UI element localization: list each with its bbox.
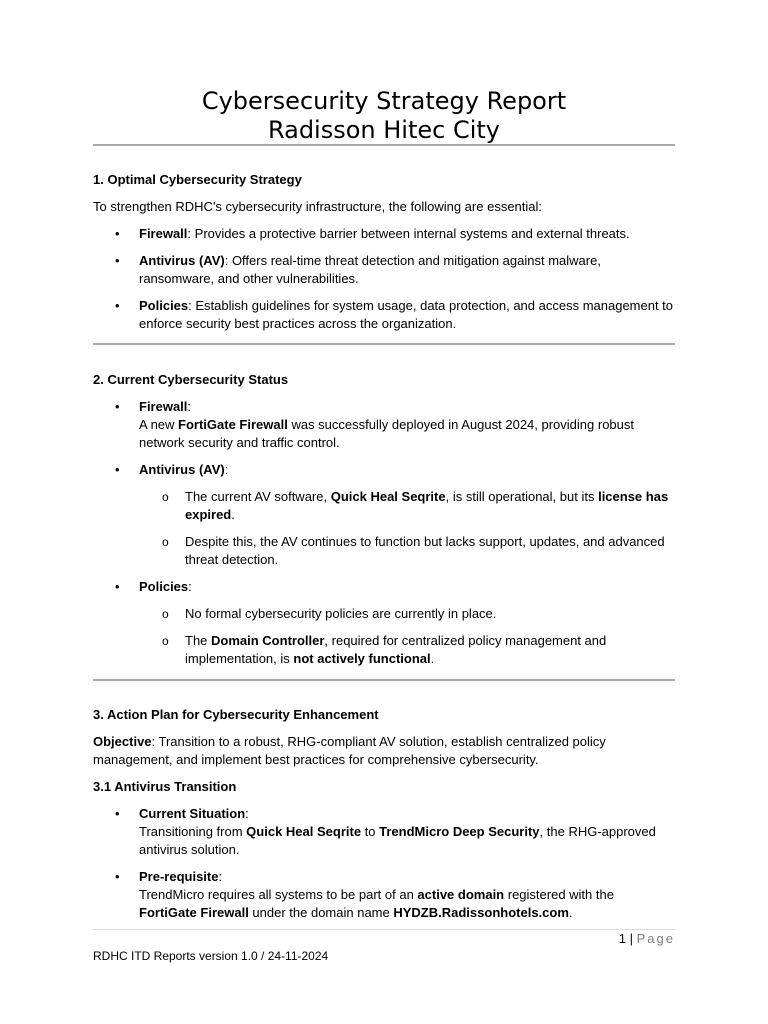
item-label: Policies <box>139 579 189 594</box>
list-item-firewall <box>93 398 675 452</box>
page-number <box>619 931 675 947</box>
bold-text: not actively functional <box>293 651 431 666</box>
strategy-list <box>93 225 675 333</box>
bold-text: Quick Heal Seqrite <box>246 824 362 839</box>
colon: : <box>187 399 192 414</box>
text: , the RHG-approved antivirus solution. <box>139 824 656 857</box>
item-text: : Offers real-time threat detection and mitigation against malware, ransomware, and other vulnerabilities. <box>139 253 601 286</box>
list-item-current-situation <box>93 805 675 859</box>
section-heading: 3. Action Plan for Cybersecurity Enhancement <box>93 707 379 722</box>
item-label: Pre-requisite <box>139 869 219 884</box>
colon: : <box>224 462 229 477</box>
title-line-1: Cybersecurity Strategy Report <box>201 87 567 115</box>
item-label: Firewall <box>139 399 188 414</box>
title-line-2: Radisson Hitec City <box>267 116 501 144</box>
section-current-status <box>93 371 675 677</box>
bold-text: FortiGate Firewall <box>139 905 249 920</box>
bold-text: HYDZB.Radissonhotels.com <box>393 905 569 920</box>
page-label: Page <box>636 931 675 946</box>
list-item-policies <box>93 578 675 668</box>
list-item-antivirus <box>93 252 675 288</box>
objective-label: Objective <box>93 734 152 749</box>
list-item-antivirus <box>93 461 675 569</box>
page-number-value: 1 <box>618 931 627 946</box>
sub-item-license <box>139 488 675 524</box>
item-label: Current Situation <box>139 806 246 821</box>
item-text: : Provides a protective barrier between internal systems and external threats. <box>187 226 630 241</box>
page-separator: | <box>626 931 637 946</box>
text: . <box>568 905 573 920</box>
sub-item-no-policies <box>139 605 675 623</box>
text: , is still operational, but its <box>445 489 599 504</box>
section-action-plan <box>93 706 675 931</box>
sub-item-support <box>139 533 675 569</box>
objective-paragraph <box>93 733 675 769</box>
section-divider <box>93 679 675 681</box>
section-heading: 1. Optimal Cybersecurity Strategy <box>93 172 302 187</box>
document-page <box>93 0 675 1024</box>
text: was successfully deployed in August 2024, providing robust network security and traffic control. <box>139 417 634 450</box>
bold-text: Domain Controller <box>211 633 325 648</box>
title-divider <box>93 144 675 146</box>
item-label: Antivirus (AV) <box>139 253 225 268</box>
section-heading: 2. Current Cybersecurity Status <box>93 372 289 387</box>
text: Despite this, the AV continues to function but lacks support, updates, and advanced threat detection. <box>185 534 665 567</box>
item-label: Policies <box>139 298 189 313</box>
sub-item-domain-controller <box>139 632 675 668</box>
item-text <box>139 416 675 452</box>
objective-text: : Transition to a robust, RHG-compliant AV solution, establish centralized policy management, and implement best practices for comprehensive cybersecurity. <box>93 734 606 767</box>
text: to <box>361 824 380 839</box>
item-label: Antivirus (AV) <box>139 462 225 477</box>
bold-text: license has expired <box>185 489 669 522</box>
text: Transitioning from <box>139 824 247 839</box>
text: No formal cybersecurity policies are currently in place. <box>185 606 497 621</box>
text: A new <box>139 417 179 432</box>
text: registered with the <box>504 887 614 902</box>
item-text <box>139 823 675 859</box>
bold-text: active domain <box>417 887 505 902</box>
section-intro: To strengthen RDHC's cybersecurity infrastructure, the following are essential: <box>93 199 543 214</box>
status-list <box>93 398 675 668</box>
colon: : <box>218 869 223 884</box>
text: . <box>231 507 235 522</box>
list-item-policies <box>93 297 675 333</box>
text: under the domain name <box>248 905 394 920</box>
text: , required for centralized policy management and implementation, is <box>185 633 607 666</box>
list-item-prerequisite <box>93 868 675 922</box>
item-text: : Establish guidelines for system usage, data protection, and access management to enforce security best practices across the organization. <box>139 298 674 331</box>
item-label: Firewall <box>139 226 188 241</box>
document-title <box>93 87 675 145</box>
section-optimal-strategy <box>93 171 675 342</box>
bold-text: TrendMicro Deep Security <box>379 824 540 839</box>
colon: : <box>245 806 249 821</box>
text: The <box>185 633 212 648</box>
footer-divider <box>93 929 675 930</box>
transition-list <box>93 805 675 922</box>
antivirus-sublist <box>139 488 675 569</box>
text: TrendMicro requires all systems to be part of an <box>139 887 418 902</box>
colon: : <box>188 579 192 594</box>
item-text <box>139 886 675 922</box>
list-item-firewall <box>93 225 675 243</box>
bold-text: FortiGate Firewall <box>178 417 288 432</box>
footer-text: RDHC ITD Reports version 1.0 / 24-11-2024 <box>93 949 329 963</box>
text: . <box>430 651 435 666</box>
policies-sublist <box>139 605 675 668</box>
sub-heading: 3.1 Antivirus Transition <box>93 779 237 794</box>
bold-text: Quick Heal Seqrite <box>330 489 446 504</box>
text: The current AV software, <box>185 489 331 504</box>
section-divider <box>93 343 675 345</box>
